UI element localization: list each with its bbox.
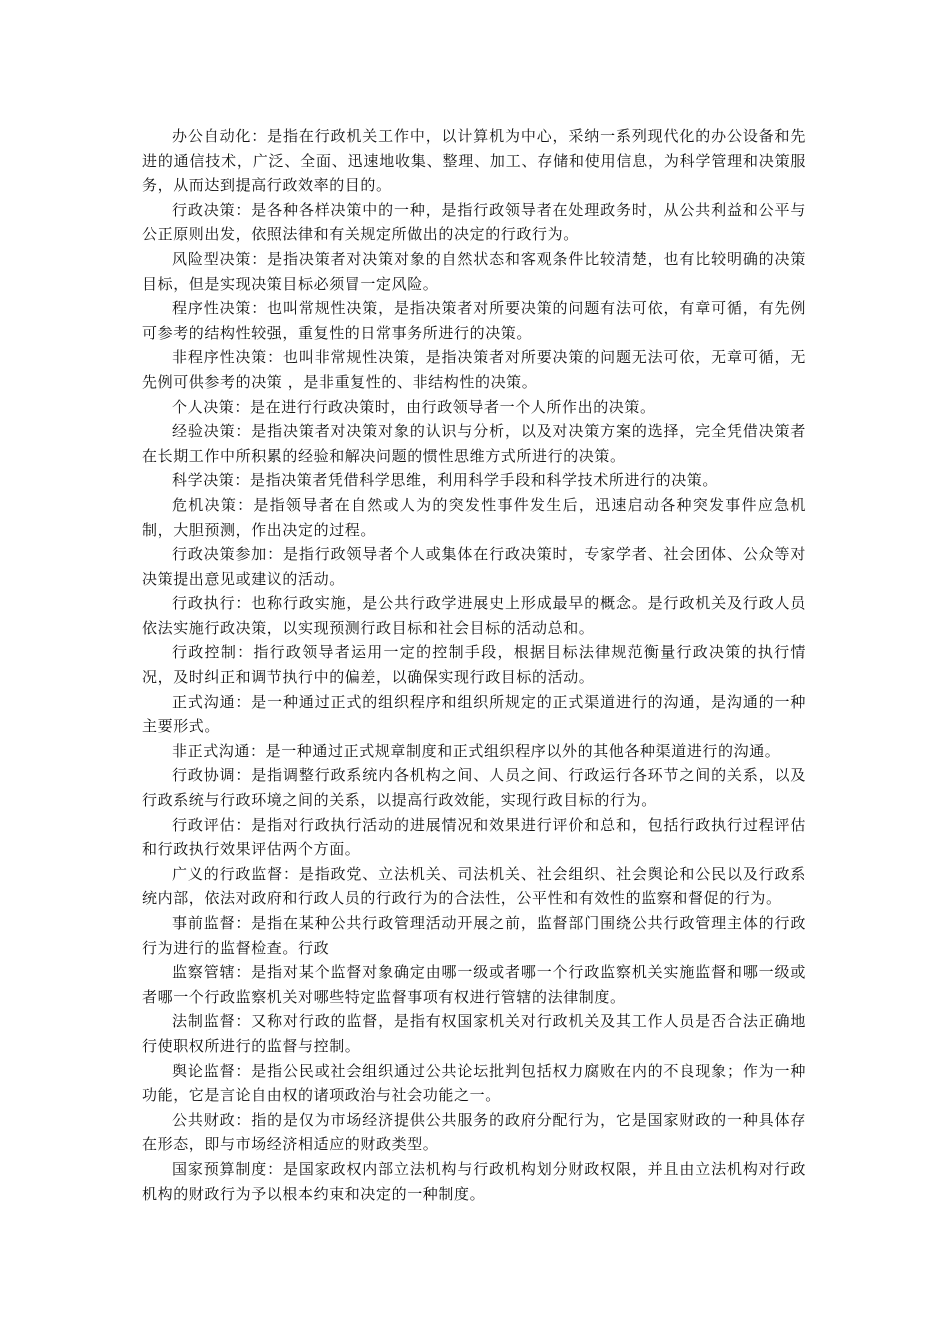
paragraph-formal-communication: 正式沟通：是一种通过正式的组织程序和组织所规定的正式渠道进行的沟通，是沟通的一种主要形式。 xyxy=(142,692,806,736)
document-body xyxy=(142,124,806,1206)
paragraph-national-budget-system: 国家预算制度：是国家政权内部立法机构与行政机构划分财政权限，并且由立法机构对行政机构的财政行为予以根本约束和决定的一种制度。 xyxy=(142,1159,806,1203)
paragraph-prior-supervision: 事前监督：是指在某种公共行政管理活动开展之前，监督部门围绕公共行政管理主体的行政行为进行的监督检查。行政 xyxy=(142,914,806,957)
paragraph-crisis-decision: 危机决策：是指领导者在自然或人为的突发性事件发生后，迅速启动各种突发事件应急机制，大胆预测，作出决定的过程。 xyxy=(142,495,806,539)
paragraph-administrative-coordination: 行政协调：是指调整行政系统内各机构之间、人员之间、行政运行各环节之间的关系，以及行政系统与行政环境之间的关系，以提高行政效能，实现行政目标的行为。 xyxy=(142,766,806,810)
paragraph-empirical-decision: 经验决策：是指决策者对决策对象的认识与分析，以及对决策方案的选择，完全凭借决策者在长期工作中所积累的经验和解决问题的惯性思维方式所进行的决策。 xyxy=(142,422,806,465)
paragraph-scientific-decision: 科学决策：是指决策者凭借科学思维，利用科学手段和科学技术所进行的决策。 xyxy=(172,471,719,490)
paragraph-office-automation: 办公自动化：是指在行政机关工作中，以计算机为中心，采纳一系列现代化的办公设备和先进的通信技术，广泛、全面、迅速地收集、整理、加工、存储和使用信息，为科学管理和决策服务，从而达到提高行政效率的目的。 xyxy=(142,127,806,195)
paragraph-non-programmed-decision: 非程序性决策：也叫非常规性决策，是指决策者对所要决策的问题无法可依，无章可循，无先例可供参考的决策 ，是非重复性的、非结构性的决策。 xyxy=(142,348,806,391)
paragraph-administrative-decision: 行政决策：是各种各样决策中的一种，是指行政领导者在处理政务时，从公共利益和公平与公正原则出发，依照法律和有关规定所做出的决定的行政行为。 xyxy=(142,200,806,244)
paragraph-decision-participation: 行政决策参加：是指行政领导者个人或集体在行政决策时，专家学者、社会团体、公众等对决策提出意见或建议的活动。 xyxy=(142,545,806,588)
paragraph-supervision-jurisdiction: 监察管辖：是指对某个监督对象确定由哪一级或者哪一个行政监察机关实施监督和哪一级或者哪一个行政监察机关对哪些特定监督事项有权进行管辖的法律制度。 xyxy=(142,963,806,1006)
paragraph-risk-decision: 风险型决策：是指决策者对决策对象的自然状态和客观条件比较清楚，也有比较明确的决策目标，但是实现决策目标必须冒一定风险。 xyxy=(142,249,806,293)
paragraph-administrative-execution: 行政执行：也称行政实施，是公共行政学进展史上形成最早的概念。是行政机关及行政人员依法实施行政决策，以实现预测行政目标和社会目标的活动总和。 xyxy=(142,594,806,637)
paragraph-individual-decision: 个人决策：是在进行行政决策时，由行政领导者一个人所作出的决策。 xyxy=(172,397,656,416)
paragraph-broad-supervision: 广义的行政监督：是指政党、立法机关、司法机关、社会组织、社会舆论和公民以及行政系统内部，依法对政府和行政人员的行政行为的合法性，公平性和有效性的监察和督促的行为。 xyxy=(142,864,806,908)
paragraph-public-finance: 公共财政：指的是仅为市场经济提供公共服务的政府分配行为，它是国家财政的一种具体存在形态，即与市场经济相适应的财政类型。 xyxy=(142,1110,806,1154)
paragraph-administrative-evaluation: 行政评估：是指对行政执行活动的进展情况和效果进行评价和总和，包括行政执行过程评估和行政执行效果评估两个方面。 xyxy=(142,815,806,859)
paragraph-public-opinion-supervision: 舆论监督：是指公民或社会组织通过公共论坛批判包括权力腐败在内的不良现象；作为一种功能，它是言论自由权的诸项政治与社会功能之一。 xyxy=(142,1061,806,1105)
paragraph-programmed-decision: 程序性决策：也叫常规性决策，是指决策者对所要决策的问题有法可依，有章可循，有先例可参考的结构性较强，重复性的日常事务所进行的决策。 xyxy=(142,299,806,342)
paragraph-legal-supervision: 法制监督：又称对行政的监督，是指有权国家机关对行政机关及其工作人员是否合法正确地行使职权所进行的监督与控制。 xyxy=(142,1012,806,1055)
paragraph-administrative-control: 行政控制：指行政领导者运用一定的控制手段，根据目标法律规范衡量行政决策的执行情况，及时纠正和调节执行中的偏差，以确保实现行政目标的活动。 xyxy=(142,643,806,687)
paragraph-informal-communication: 非正式沟通：是一种通过正式规章制度和正式组织程序以外的其他各种渠道进行的沟通。 xyxy=(172,741,781,760)
